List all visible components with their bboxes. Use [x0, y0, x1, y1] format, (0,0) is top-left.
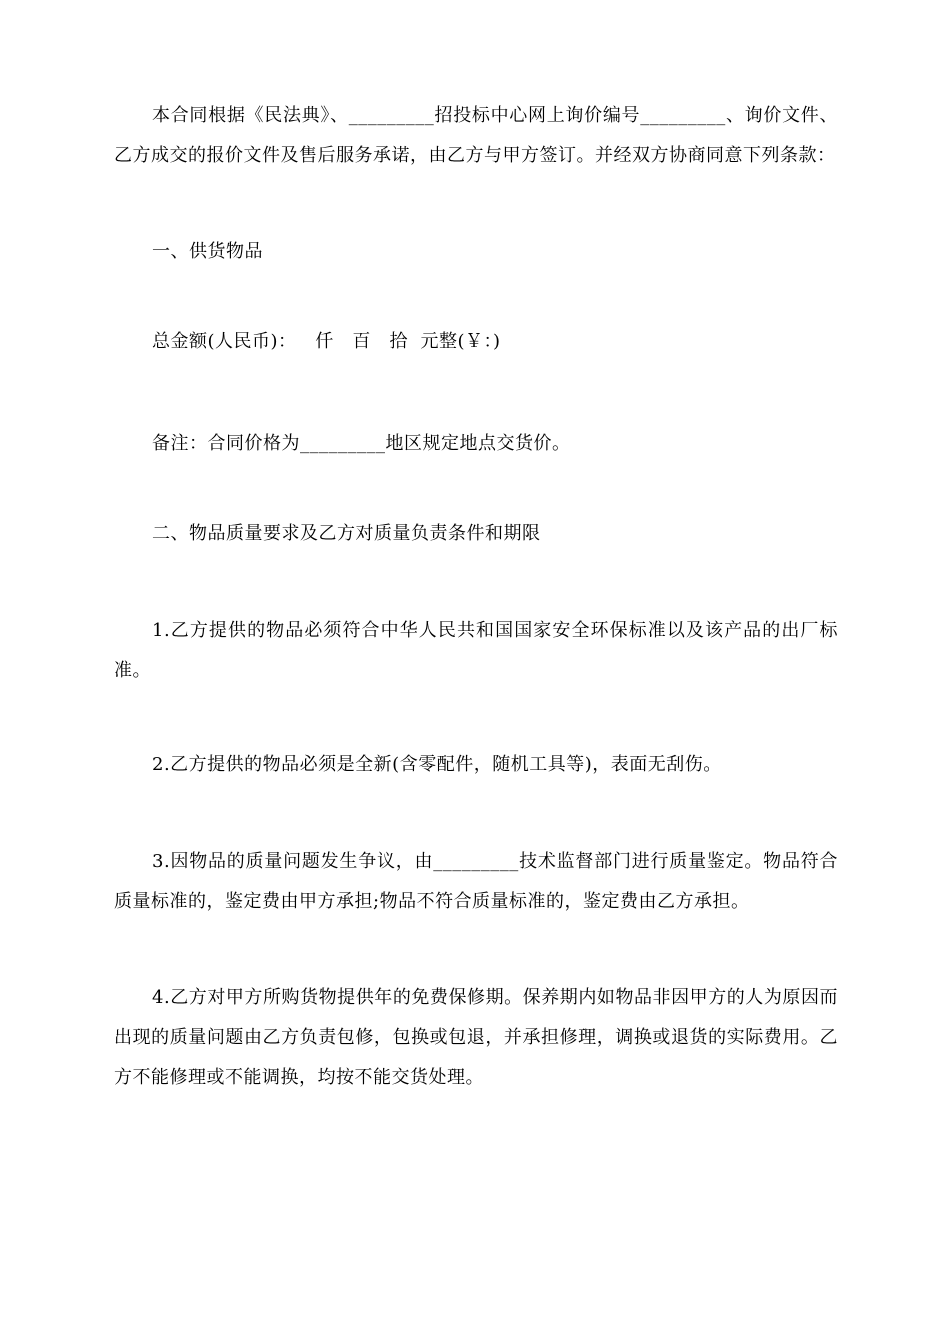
section-2-title: 二、物品质量要求及乙方对质量负责条件和期限: [152, 523, 541, 544]
clause-4: 4.乙方对甲方所购货物提供年的免费保修期。保养期内如物品非因甲方的人为原因而出现的质量问题由乙方负责包修，包换或包退，并承担修理，调换或退货的实际费用。乙方不能修理或不能调换，均按不能交货处理。: [114, 987, 838, 1088]
remark: 备注：合同价格为_________地区规定地点交货价。: [152, 433, 571, 454]
contract-page: [114, 96, 838, 1098]
clause-1: 1.乙方提供的物品必须符合中华人民共和国国家安全环保标准以及该产品的出厂标准。: [114, 620, 838, 681]
total-amount: 总金额(人民币)： 仟 百 拾 元整(￥：): [152, 331, 501, 352]
clause-3: 3.因物品的质量问题发生争议，由_________技术监督部门进行质量鉴定。物品符合质量标准的，鉴定费由甲方承担;物品不符合质量标准的，鉴定费由乙方承担。: [114, 851, 838, 912]
clause-2: 2.乙方提供的物品必须是全新(含零配件，随机工具等)，表面无刮伤。: [152, 754, 722, 775]
intro-paragraph: 本合同根据《民法典》、_________招投标中心网上询价编号_________、询价文件、乙方成交的报价文件及售后服务承诺，由乙方与甲方签订。并经双方协商同意下列条款：: [114, 105, 838, 166]
section-1-title: 一、供货物品: [152, 241, 263, 262]
